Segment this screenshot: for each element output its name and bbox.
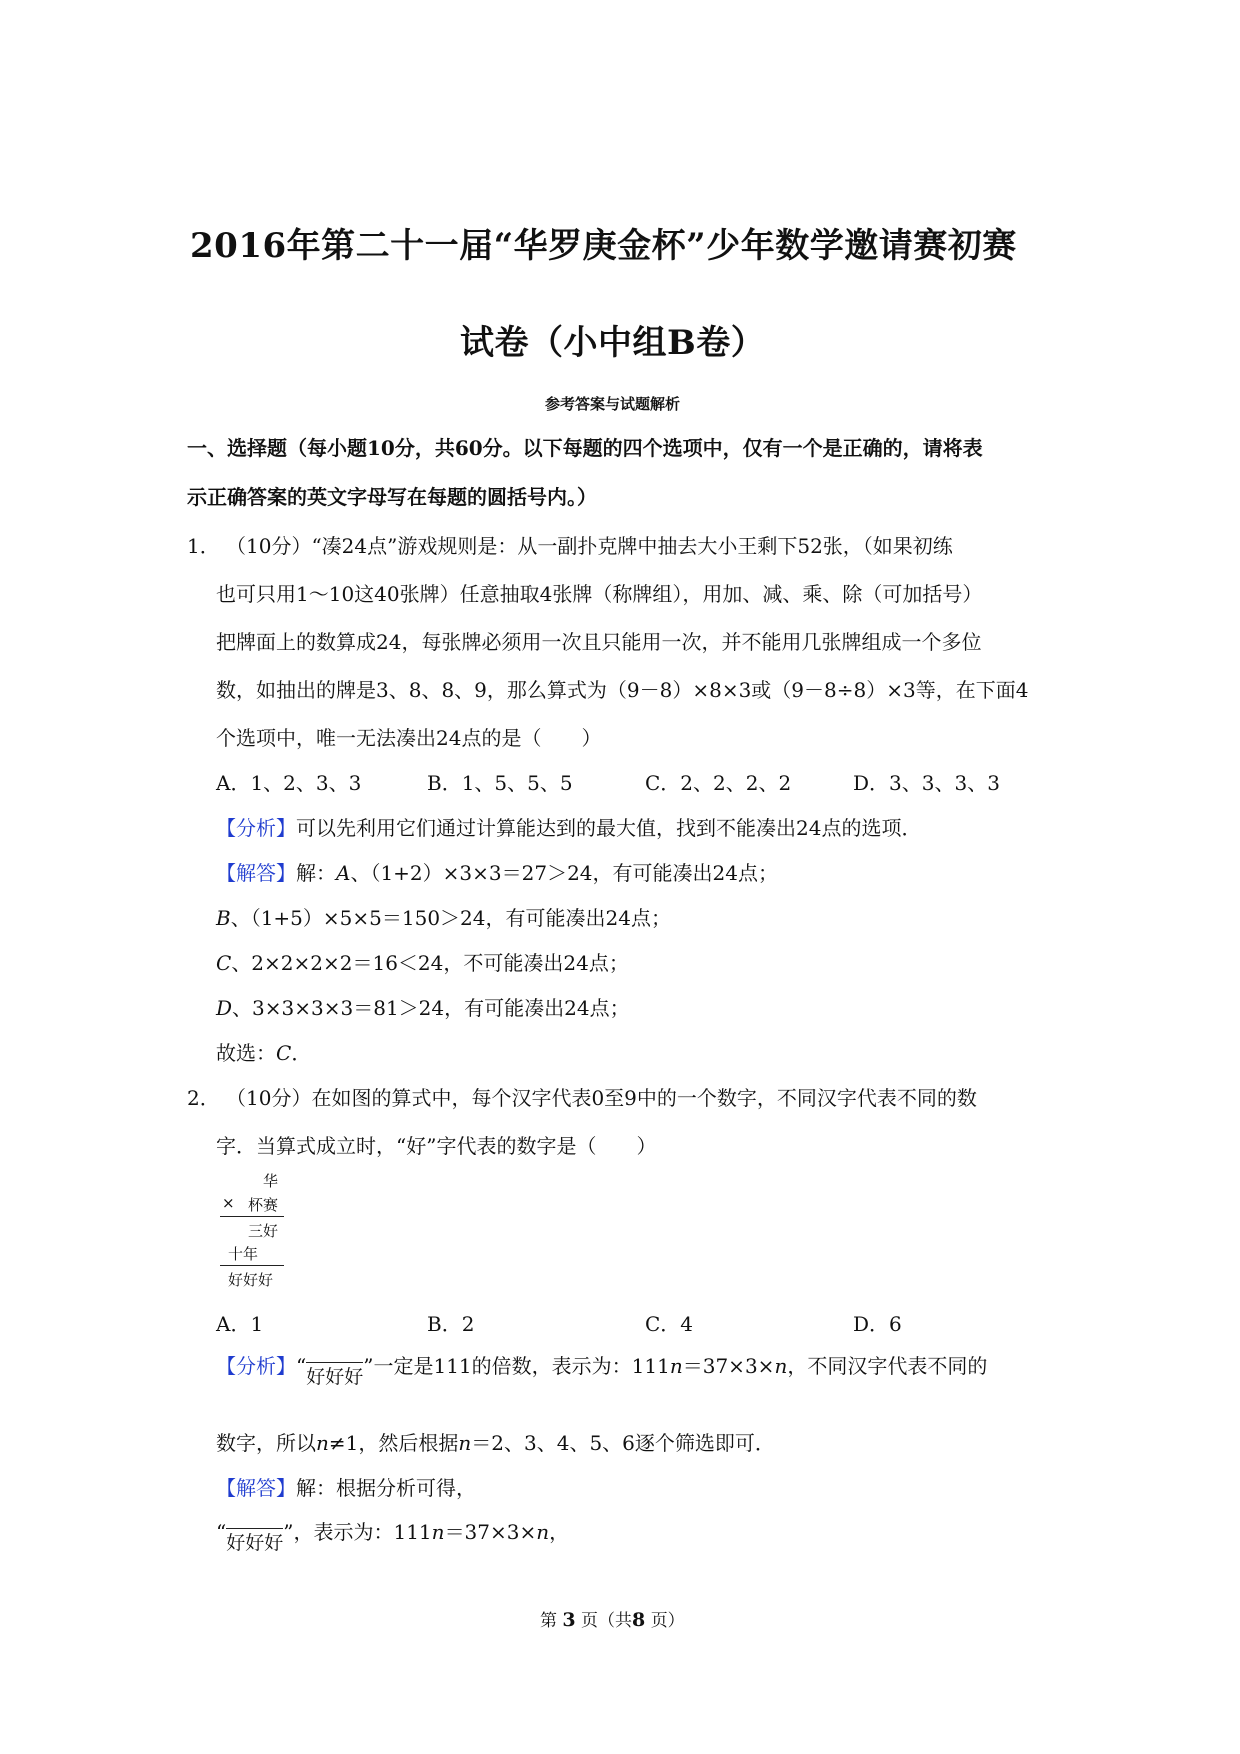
overline-number: 好好好 (226, 1528, 283, 1553)
q1-analysis (216, 812, 921, 841)
analysis-tag: 【分析】 (216, 816, 296, 840)
analysis-text: 一定是111的倍数，表示为：111 (373, 1354, 670, 1378)
q2-option-d: D．6 (853, 1312, 902, 1336)
answer-a-text: 、（1+2）×3×3＝27＞24，有可能凑出24点； (350, 861, 778, 885)
q2-text-line: 字．当算式成立时，“好”字代表的数字是（ ） (216, 1134, 657, 1158)
answer-text: ，表示为：111 (293, 1520, 432, 1544)
figure-rule (220, 1265, 284, 1266)
footer-text: 页） (650, 1611, 685, 1631)
answer-text: 解：根据分析可得， (296, 1476, 476, 1500)
figure-result: 好好好 (228, 1271, 274, 1289)
analysis-text: ＝37×3× (682, 1354, 775, 1378)
answer-d-letter: D (216, 996, 233, 1020)
q1-text-line: （10分）“凑24点”游戏规则是：从一副扑克牌中抽去大小王剩下52张，（如果初练 (226, 534, 953, 558)
answer-a-letter: A (336, 861, 351, 885)
choose-letter: C (276, 1041, 292, 1065)
q1-answer-c (216, 947, 629, 976)
answer-text: ， (549, 1520, 570, 1544)
page-title-line2: 试卷（小中组B卷） (460, 323, 766, 363)
choose-label: 故选： (216, 1041, 276, 1065)
q2-text-line: （10分）在如图的算式中，每个汉字代表0至9中的一个数字，不同汉字代表不同的数 (226, 1086, 977, 1110)
q1-answer-intro (216, 857, 778, 886)
analysis-text: 数字，所以 (216, 1431, 316, 1455)
analysis-tag: 【分析】 (216, 1354, 296, 1378)
answer-b-text: 、（1+5）×5×5＝150＞24，有可能凑出24点； (230, 906, 671, 930)
q1-answer-d (216, 992, 630, 1021)
answer-text: ＝37×3× (444, 1520, 537, 1544)
analysis-text: ≠1，然后根据 (328, 1431, 459, 1455)
var-n: n (669, 1354, 683, 1378)
answer-c-letter: C (216, 951, 232, 975)
answer-c-text: 、2×2×2×2＝16＜24，不可能凑出24点； (231, 951, 629, 975)
var-n: n (458, 1431, 472, 1455)
section-heading-line2: 示正确答案的英文字母写在每题的圆括号内。） (187, 485, 597, 509)
figure-row1: 华 (263, 1172, 279, 1190)
q2-analysis-line2 (216, 1427, 775, 1456)
footer-total: 8 (632, 1609, 646, 1631)
q1-text-line: 个选项中，唯一无法凑出24点的是（ ） (216, 726, 602, 750)
q2-answer (216, 1472, 476, 1501)
q1-choose (216, 1037, 311, 1066)
q1-text-line: 也可只用1～10这40张牌）任意抽取4张牌（称牌组），用加、减、乘、除（可加括号） (216, 582, 983, 606)
q1-text-line: 数，如抽出的牌是3、8、8、9，那么算式为（9－8）×8×3或（9－8÷8）×3等，在下面4 (216, 678, 1029, 702)
q1-text-line: 把牌面上的数算成24，每张牌必须用一次且只能用一次，并不能用几张牌组成一个多位 (216, 630, 982, 654)
analysis-text: 可以先利用它们通过计算能达到的最大值，找到不能凑出24点的选项． (296, 816, 922, 840)
figure-row3: 三好 (248, 1222, 279, 1240)
q1-option-d: D．3、3、3、3 (853, 771, 1000, 795)
answer-b-letter: B (216, 906, 231, 930)
footer-page: 3 (562, 1609, 576, 1631)
answer-tag: 【解答】 (216, 1476, 296, 1500)
q2-option-a: A．1 (216, 1312, 264, 1336)
q2-option-c: C．4 (645, 1312, 694, 1336)
q1-option-a: A．1、2、3、3 (216, 771, 362, 795)
q1-number: 1． (187, 534, 220, 558)
analysis-text: ，不同汉字代表不同的 (787, 1354, 988, 1378)
q2-option-b: B．2 (427, 1312, 475, 1336)
page-subtitle: 参考答案与试题解析 (545, 395, 681, 413)
var-n: n (316, 1431, 329, 1455)
choose-end: ． (291, 1041, 312, 1065)
q1-answer-b (216, 902, 671, 931)
q2-analysis: 【分析】“好好好”一定是111的倍数，表示为：111n＝37×3×n，不同汉字代表不同的 (216, 1354, 988, 1388)
var-n: n (774, 1354, 788, 1378)
page-title: 2016年第二十一届“华罗庚金杯”少年数学邀请赛初赛 (190, 226, 1017, 266)
answer-intro: 解： (296, 861, 336, 885)
q1-option-b: B．1、5、5、5 (427, 771, 573, 795)
overline-number: 好好好 (306, 1362, 363, 1387)
q2-number: 2． (187, 1086, 220, 1110)
section-heading: 一、选择题（每小题10分，共60分。以下每题的四个选项中，仅有一个是正确的，请将表 (187, 436, 983, 460)
figure-rule (220, 1216, 284, 1217)
answer-tag: 【解答】 (216, 861, 296, 885)
times-symbol: × (222, 1194, 235, 1212)
analysis-text: ＝2、3、4、5、6逐个筛选即可． (471, 1431, 775, 1455)
figure-row4: 十年 (228, 1245, 259, 1263)
q2-answer-line2: “好好好”，表示为：111n＝37×3×n， (216, 1520, 570, 1554)
figure-row2: 杯赛 (248, 1196, 279, 1214)
q1-option-c: C．2、2、2、2 (645, 771, 792, 795)
footer-text: 页（共 (581, 1611, 633, 1631)
footer-text: 第 (540, 1611, 557, 1631)
page-footer (540, 1606, 685, 1631)
answer-d-text: 、3×3×3×3＝81＞24，有可能凑出24点； (232, 996, 630, 1020)
var-n: n (536, 1520, 550, 1544)
var-n: n (431, 1520, 445, 1544)
